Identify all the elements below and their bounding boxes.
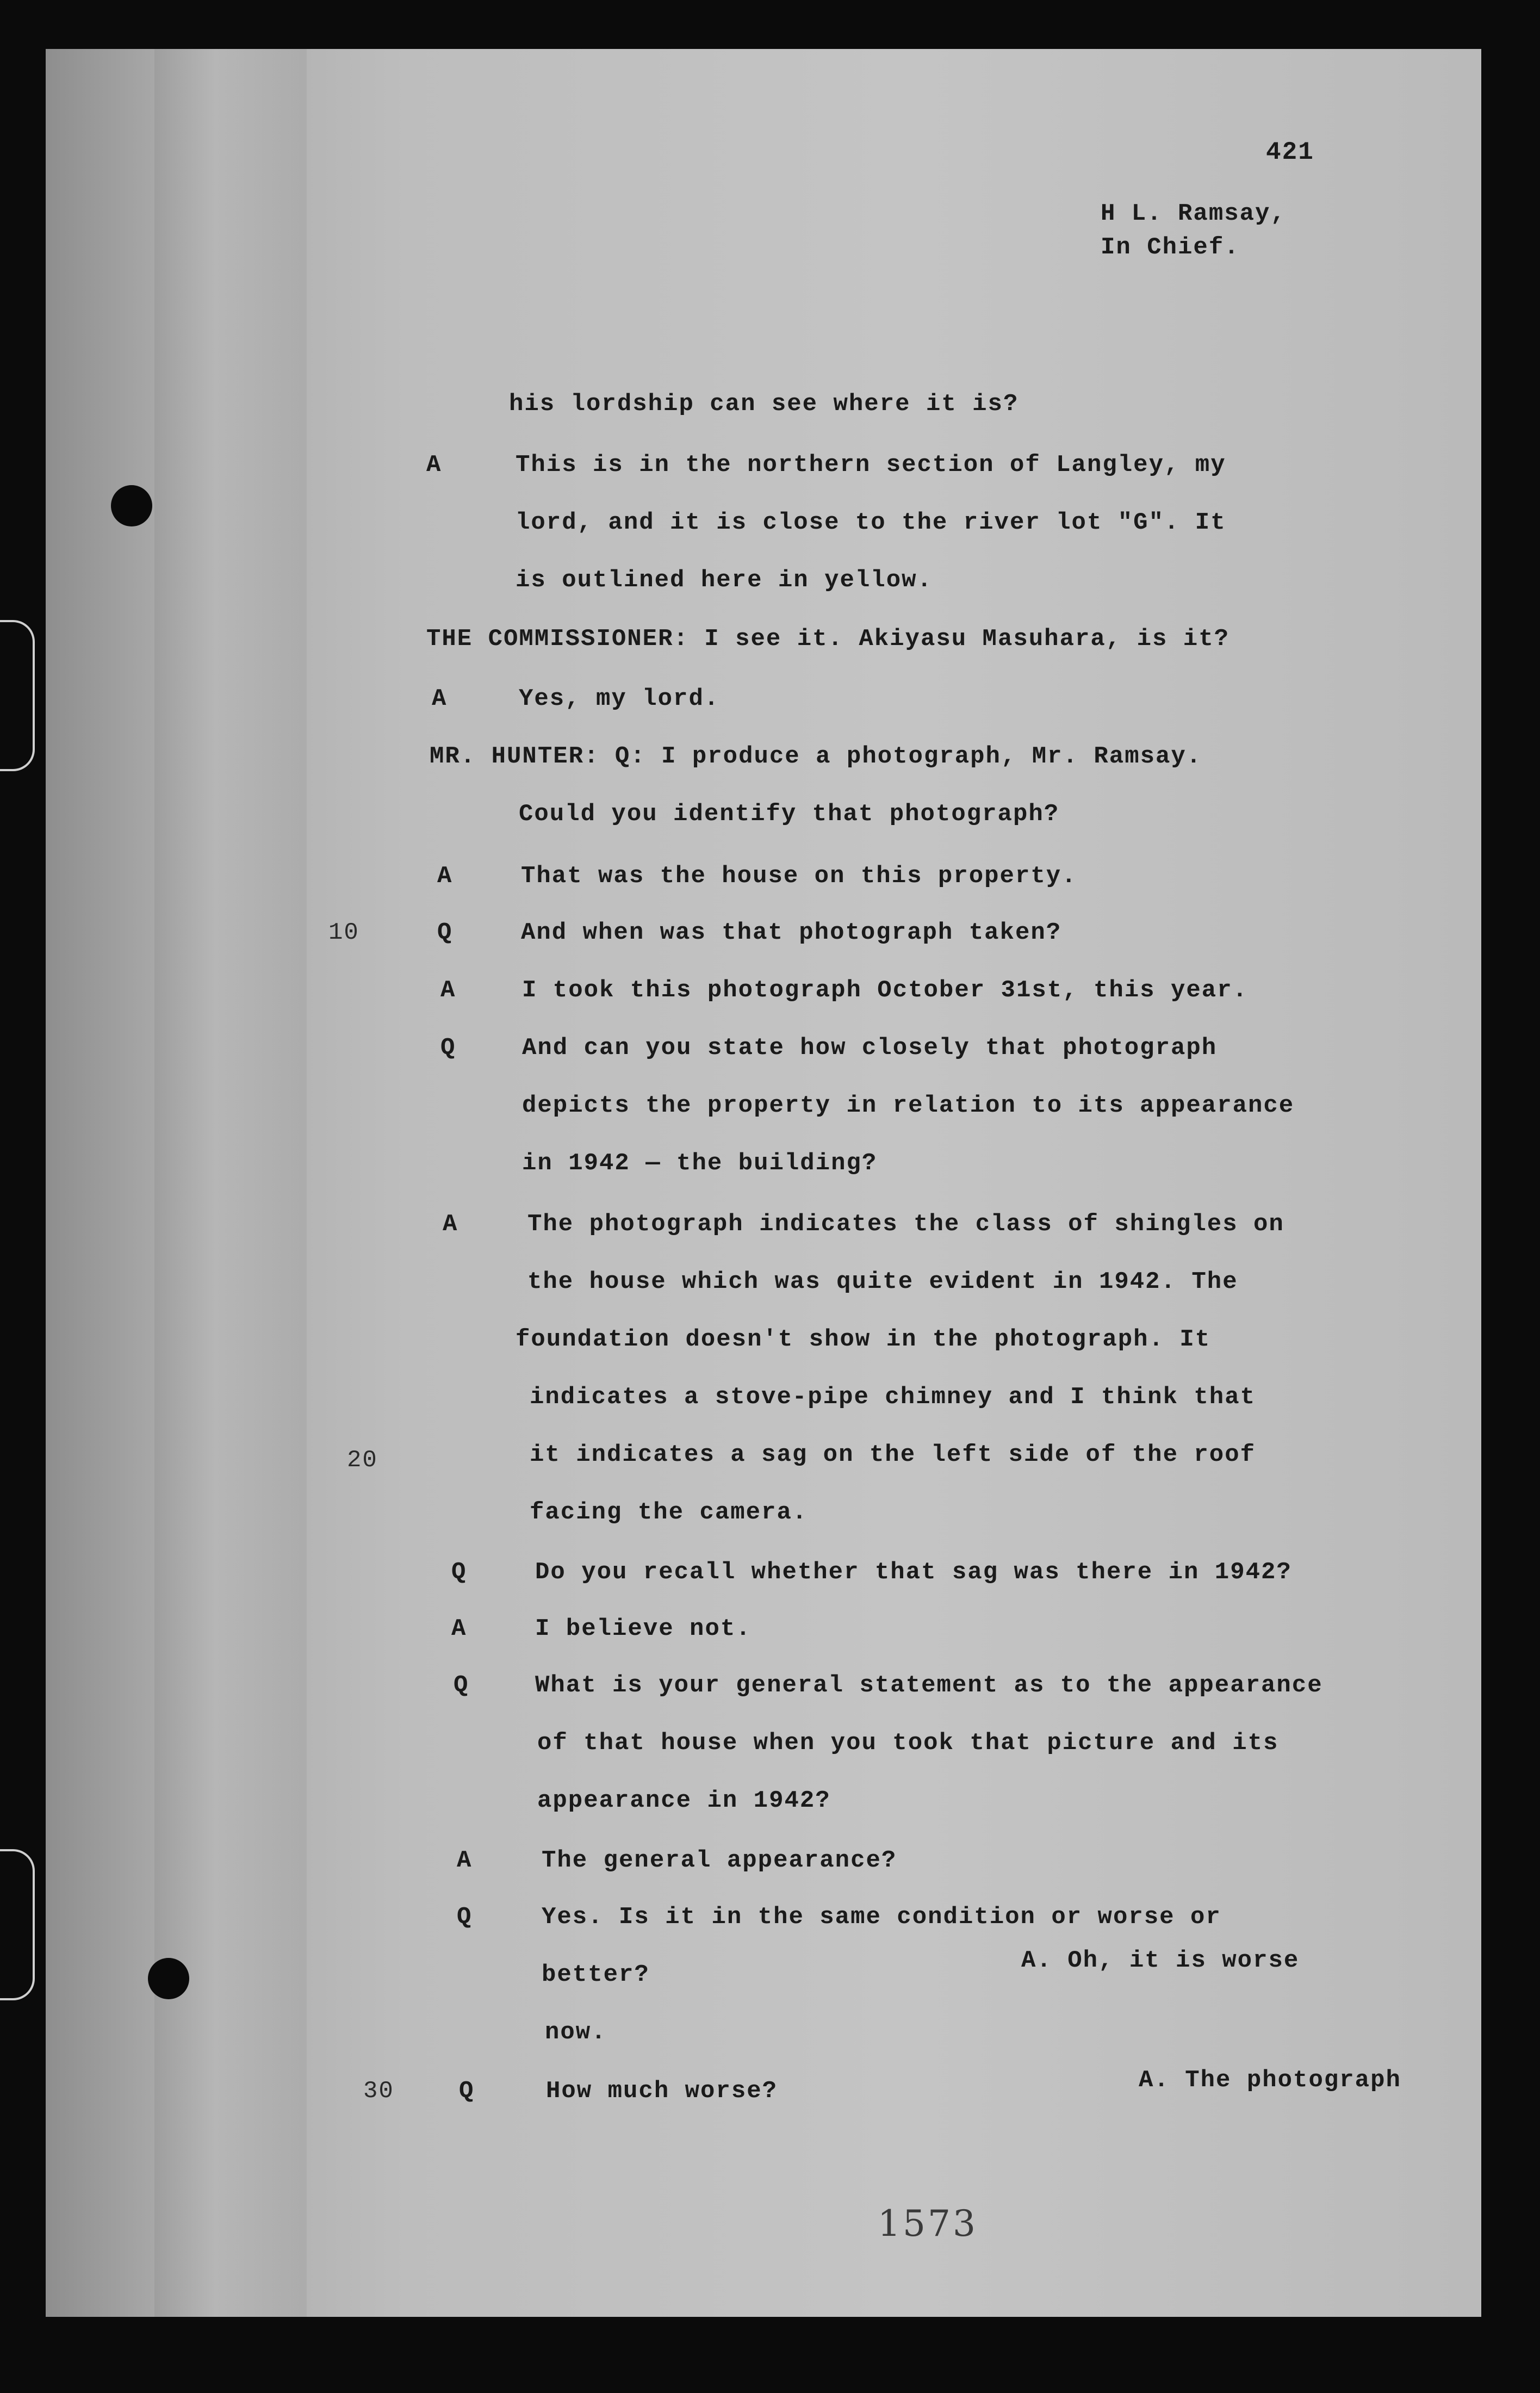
transcript-line: I believe not. [535, 1615, 752, 1642]
transcript-line: better? [542, 1961, 650, 1988]
transcript-line: lord, and it is close to the river lot "G". It [516, 509, 1226, 536]
transcript-line: The general appearance? [542, 1847, 897, 1874]
binder-ring [0, 1849, 35, 2000]
speaker-mark: Q [457, 1904, 473, 1931]
speaker-mark: Q [454, 1672, 469, 1699]
transcript-line: of that house when you took that picture and its [537, 1729, 1279, 1757]
line-number-30: 30 [363, 2078, 394, 2105]
transcript-line: Do you recall whether that sag was there in 1942? [535, 1559, 1292, 1586]
inline-answer: A. Oh, it is worse [1021, 1947, 1300, 1974]
punch-hole [111, 485, 152, 526]
document-page [46, 49, 1481, 2317]
speaker-mark: Q [440, 1034, 456, 1062]
line-number-10: 10 [328, 919, 359, 946]
speaker-mark: A [437, 863, 453, 890]
transcript-line: MR. HUNTER: Q: I produce a photograph, Mr. Ramsay. [430, 743, 1202, 770]
transcript-line: And can you state how closely that photograph [522, 1034, 1218, 1062]
speaker-mark: A [443, 1211, 458, 1238]
transcript-line: his lordship can see where it is? [509, 390, 1019, 418]
archive-page-stamp: 1573 [878, 2203, 978, 2245]
speaker-mark: A [426, 451, 442, 479]
transcript-line: facing the camera. [530, 1499, 808, 1526]
speaker-mark: Q [437, 919, 453, 946]
speaker-mark: A [451, 1615, 467, 1642]
transcript-line: How much worse? [546, 2078, 778, 2105]
speaker-mark: A [432, 685, 448, 712]
witness-status: In Chief. [1101, 234, 1240, 261]
transcript-line: in 1942 — the building? [522, 1150, 878, 1177]
witness-name: H L. Ramsay, [1101, 200, 1286, 227]
transcript-line: Yes, my lord. [519, 685, 720, 712]
transcript-line: I took this photograph October 31st, this year. [522, 977, 1249, 1004]
speaker-mark: Q [451, 1559, 467, 1586]
transcript-line: the house which was quite evident in 1942. The [527, 1268, 1238, 1295]
speaker-mark: Q [459, 2078, 475, 2105]
line-number-20: 20 [347, 1447, 378, 1474]
binder-ring [0, 620, 35, 771]
transcript-line: now. [545, 2019, 607, 2046]
speaker-mark: A [457, 1847, 473, 1874]
transcript-line: appearance in 1942? [537, 1787, 831, 1814]
transcript-line: is outlined here in yellow. [516, 567, 933, 594]
transcript-line: Could you identify that photograph? [519, 801, 1060, 828]
transcript-line: depicts the property in relation to its appearance [522, 1092, 1295, 1119]
transcript-line: it indicates a sag on the left side of the roof [530, 1441, 1256, 1468]
transcript-line: And when was that photograph taken? [521, 919, 1062, 946]
inline-answer: A. The photograph [1139, 2067, 1401, 2094]
punch-hole [148, 1958, 189, 1999]
transcript-line: foundation doesn't show in the photograph. It [516, 1326, 1211, 1353]
transcript-line: Yes. Is it in the same condition or worse or [542, 1904, 1221, 1931]
transcript-line: This is in the northern section of Langley, my [516, 451, 1226, 479]
transcript-line: THE COMMISSIONER: I see it. Akiyasu Masuhara, is it? [426, 625, 1230, 653]
transcript-line: What is your general statement as to the appearance [535, 1672, 1323, 1699]
page-number: 421 [1266, 138, 1314, 166]
transcript-line: indicates a stove-pipe chimney and I think that [530, 1384, 1256, 1411]
transcript-line: The photograph indicates the class of shingles on [527, 1211, 1284, 1238]
speaker-mark: A [440, 977, 456, 1004]
transcript-line: That was the house on this property. [521, 863, 1077, 890]
